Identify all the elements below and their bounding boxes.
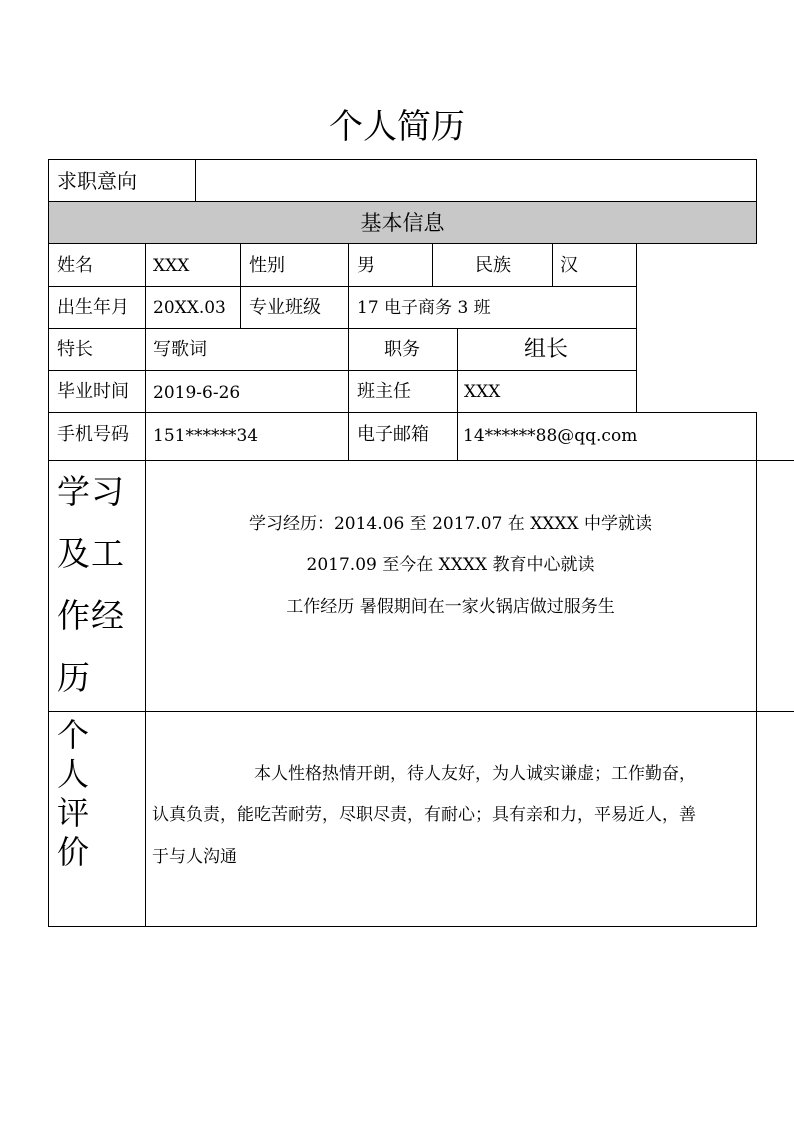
job-intent-label-cell	[48, 159, 196, 202]
birth-value: 20XX.03	[153, 298, 226, 318]
experience-heading-line: 作经	[57, 596, 125, 635]
position-value: 组长	[524, 337, 569, 362]
teacher-label-cell	[348, 370, 458, 413]
gender-label: 性别	[249, 255, 285, 276]
experience-heading-line: 学习	[57, 472, 125, 511]
phone-value-cell	[145, 412, 349, 461]
self-eval-heading-line: 评	[57, 794, 91, 832]
experience-content-cell	[145, 460, 757, 712]
self-eval-top-rule-extension	[756, 711, 794, 712]
work-experience-line: 工作经历 暑假期间在一家火锅店做过服务生	[286, 597, 615, 617]
email-value: 14******88@qq.com	[463, 426, 638, 446]
study-current-line: 2017.09 至今在 XXXX 教育中心就读	[306, 555, 595, 575]
phone-label-cell	[48, 412, 146, 461]
graduation-value-cell	[145, 370, 349, 413]
self-eval-heading-cell	[48, 711, 146, 927]
class-label-cell	[240, 286, 349, 329]
basic-info-header	[48, 201, 757, 244]
name-label-cell	[48, 243, 146, 287]
position-label: 职务	[384, 339, 420, 360]
class-value: 17 电子商务 3 班	[357, 298, 491, 318]
birth-label: 出生年月	[57, 297, 129, 318]
ethnicity-label-cell	[432, 243, 553, 287]
skill-value-cell	[145, 328, 349, 371]
phone-value: 151******34	[153, 426, 259, 446]
name-value: XXX	[153, 256, 190, 276]
self-eval-line: 本人性格热情开朗，待人友好，为人诚实谦虚；工作勤奋，	[254, 764, 696, 784]
skill-value: 写歌词	[153, 339, 207, 360]
self-eval-heading-line: 价	[57, 833, 91, 871]
self-eval-line: 于与人沟通	[152, 847, 237, 867]
teacher-value: XXX	[464, 382, 501, 402]
position-value-cell	[457, 328, 637, 371]
phone-label: 手机号码	[57, 424, 129, 445]
experience-top-rule-extension	[756, 460, 794, 461]
graduation-label: 毕业时间	[57, 381, 129, 402]
skill-label-cell	[48, 328, 146, 371]
ethnicity-value-cell	[552, 243, 637, 287]
graduation-label-cell	[48, 370, 146, 413]
study-experience-line: 学习经历：2014.06 至 2017.07 在 XXXX 中学就读	[248, 514, 653, 534]
graduation-value: 2019-6-26	[153, 383, 241, 403]
ethnicity-label: 民族	[475, 255, 511, 276]
name-label: 姓名	[57, 255, 93, 276]
email-label: 电子邮箱	[357, 424, 429, 445]
teacher-value-cell	[457, 370, 637, 413]
gender-value: 男	[357, 255, 375, 276]
class-value-cell	[348, 286, 637, 329]
birth-label-cell	[48, 286, 146, 329]
teacher-label: 班主任	[357, 381, 411, 402]
experience-heading-cell	[48, 460, 146, 712]
page-title: 个人简历	[329, 107, 465, 147]
job-intent-label: 求职意向	[57, 169, 137, 193]
experience-heading-line: 历	[57, 658, 91, 697]
email-label-cell	[348, 412, 458, 461]
self-eval-heading-line: 人	[57, 755, 91, 793]
email-value-cell	[457, 412, 757, 461]
job-intent-value-cell	[195, 159, 757, 202]
self-eval-heading	[57, 716, 90, 872]
experience-heading-line: 及工	[57, 534, 125, 573]
gender-value-cell	[348, 243, 433, 287]
position-label-cell	[348, 328, 458, 371]
birth-value-cell	[145, 286, 241, 329]
gender-label-cell	[240, 243, 349, 287]
class-label: 专业班级	[249, 297, 321, 318]
self-eval-line: 认真负责，能吃苦耐劳，尽职尽责，有耐心；具有亲和力，平易近人，善	[152, 805, 696, 825]
skill-label: 特长	[57, 339, 93, 360]
ethnicity-value: 汉	[560, 255, 578, 276]
name-value-cell	[145, 243, 241, 287]
self-eval-heading-line: 个	[57, 716, 91, 754]
experience-heading	[57, 461, 125, 709]
basic-info-title: 基本信息	[360, 211, 445, 235]
